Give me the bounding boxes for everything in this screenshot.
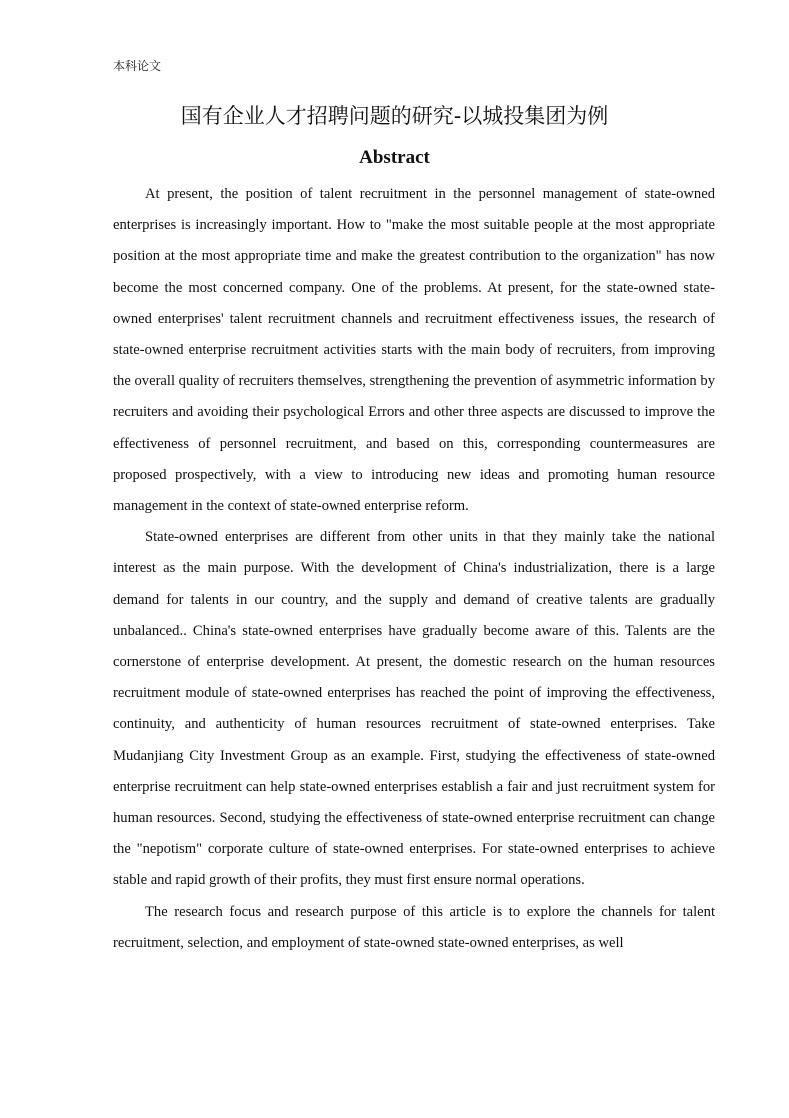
abstract-paragraph-3: The research focus and research purpose of this article is to explore the channels for talent recruitment, selection, and employment of state-owned state-owned enterprises, as well xyxy=(113,903,715,951)
abstract-heading: Abstract xyxy=(359,147,430,168)
abstract-paragraph-1: At present, the position of talent recruitment in the personnel management of state-owned enterprises is increasingly important. How to "make the most suitable people at the most appropriate position at the most appropriate time and make the greatest contribution to the organization" has now become the most concerned company. One of the problems. At present, for the state-owned state-owned enterprises' talent recruitment channels and recruitment effectiveness issues, the research of state-owned enterprise recruitment activities starts with the main body of recruiters, from improving the overall quality of recruiters themselves, strengthening the prevention of asymmetric information by recruiters and avoiding their psychological Errors and other three aspects are discussed to improve the effectiveness of personnel recruitment, and based on this, corresponding countermeasures are proposed prospectively, with a view to introducing new ideas and promoting human resource management in the context of state-owned enterprise reform. xyxy=(113,186,715,515)
document-title: 国有企业人才招聘问题的研究-以城投集团为例 xyxy=(180,104,609,128)
page-header-label: 本科论文 xyxy=(113,59,162,73)
abstract-body xyxy=(113,179,715,959)
abstract-paragraph-2: State-owned enterprises are different from other units in that they mainly take the national interest as the main purpose. With the development of China's industrialization, there is a large demand for talents in our country, and the supply and demand of creative talents are gradually unbalanced.. China's state-owned enterprises have gradually become aware of this. Talents are the cornerstone of enterprise development. At present, the domestic research on the human resources recruitment module of state-owned enterprises has reached the point of improving the effectiveness, continuity, and authenticity of human resources recruitment of state-owned enterprises. Take Mudanjiang City Investment Group as an example. First, studying the effectiveness of state-owned enterprise recruitment can help state-owned enterprises establish a fair and just recruitment system for human resources. Second, studying the effectiveness of state-owned enterprise recruitment can change the "nepotism" corporate culture of state-owned enterprises. For state-owned enterprises to achieve stable and rapid growth of their profits, they must first ensure normal operations. xyxy=(113,529,715,889)
